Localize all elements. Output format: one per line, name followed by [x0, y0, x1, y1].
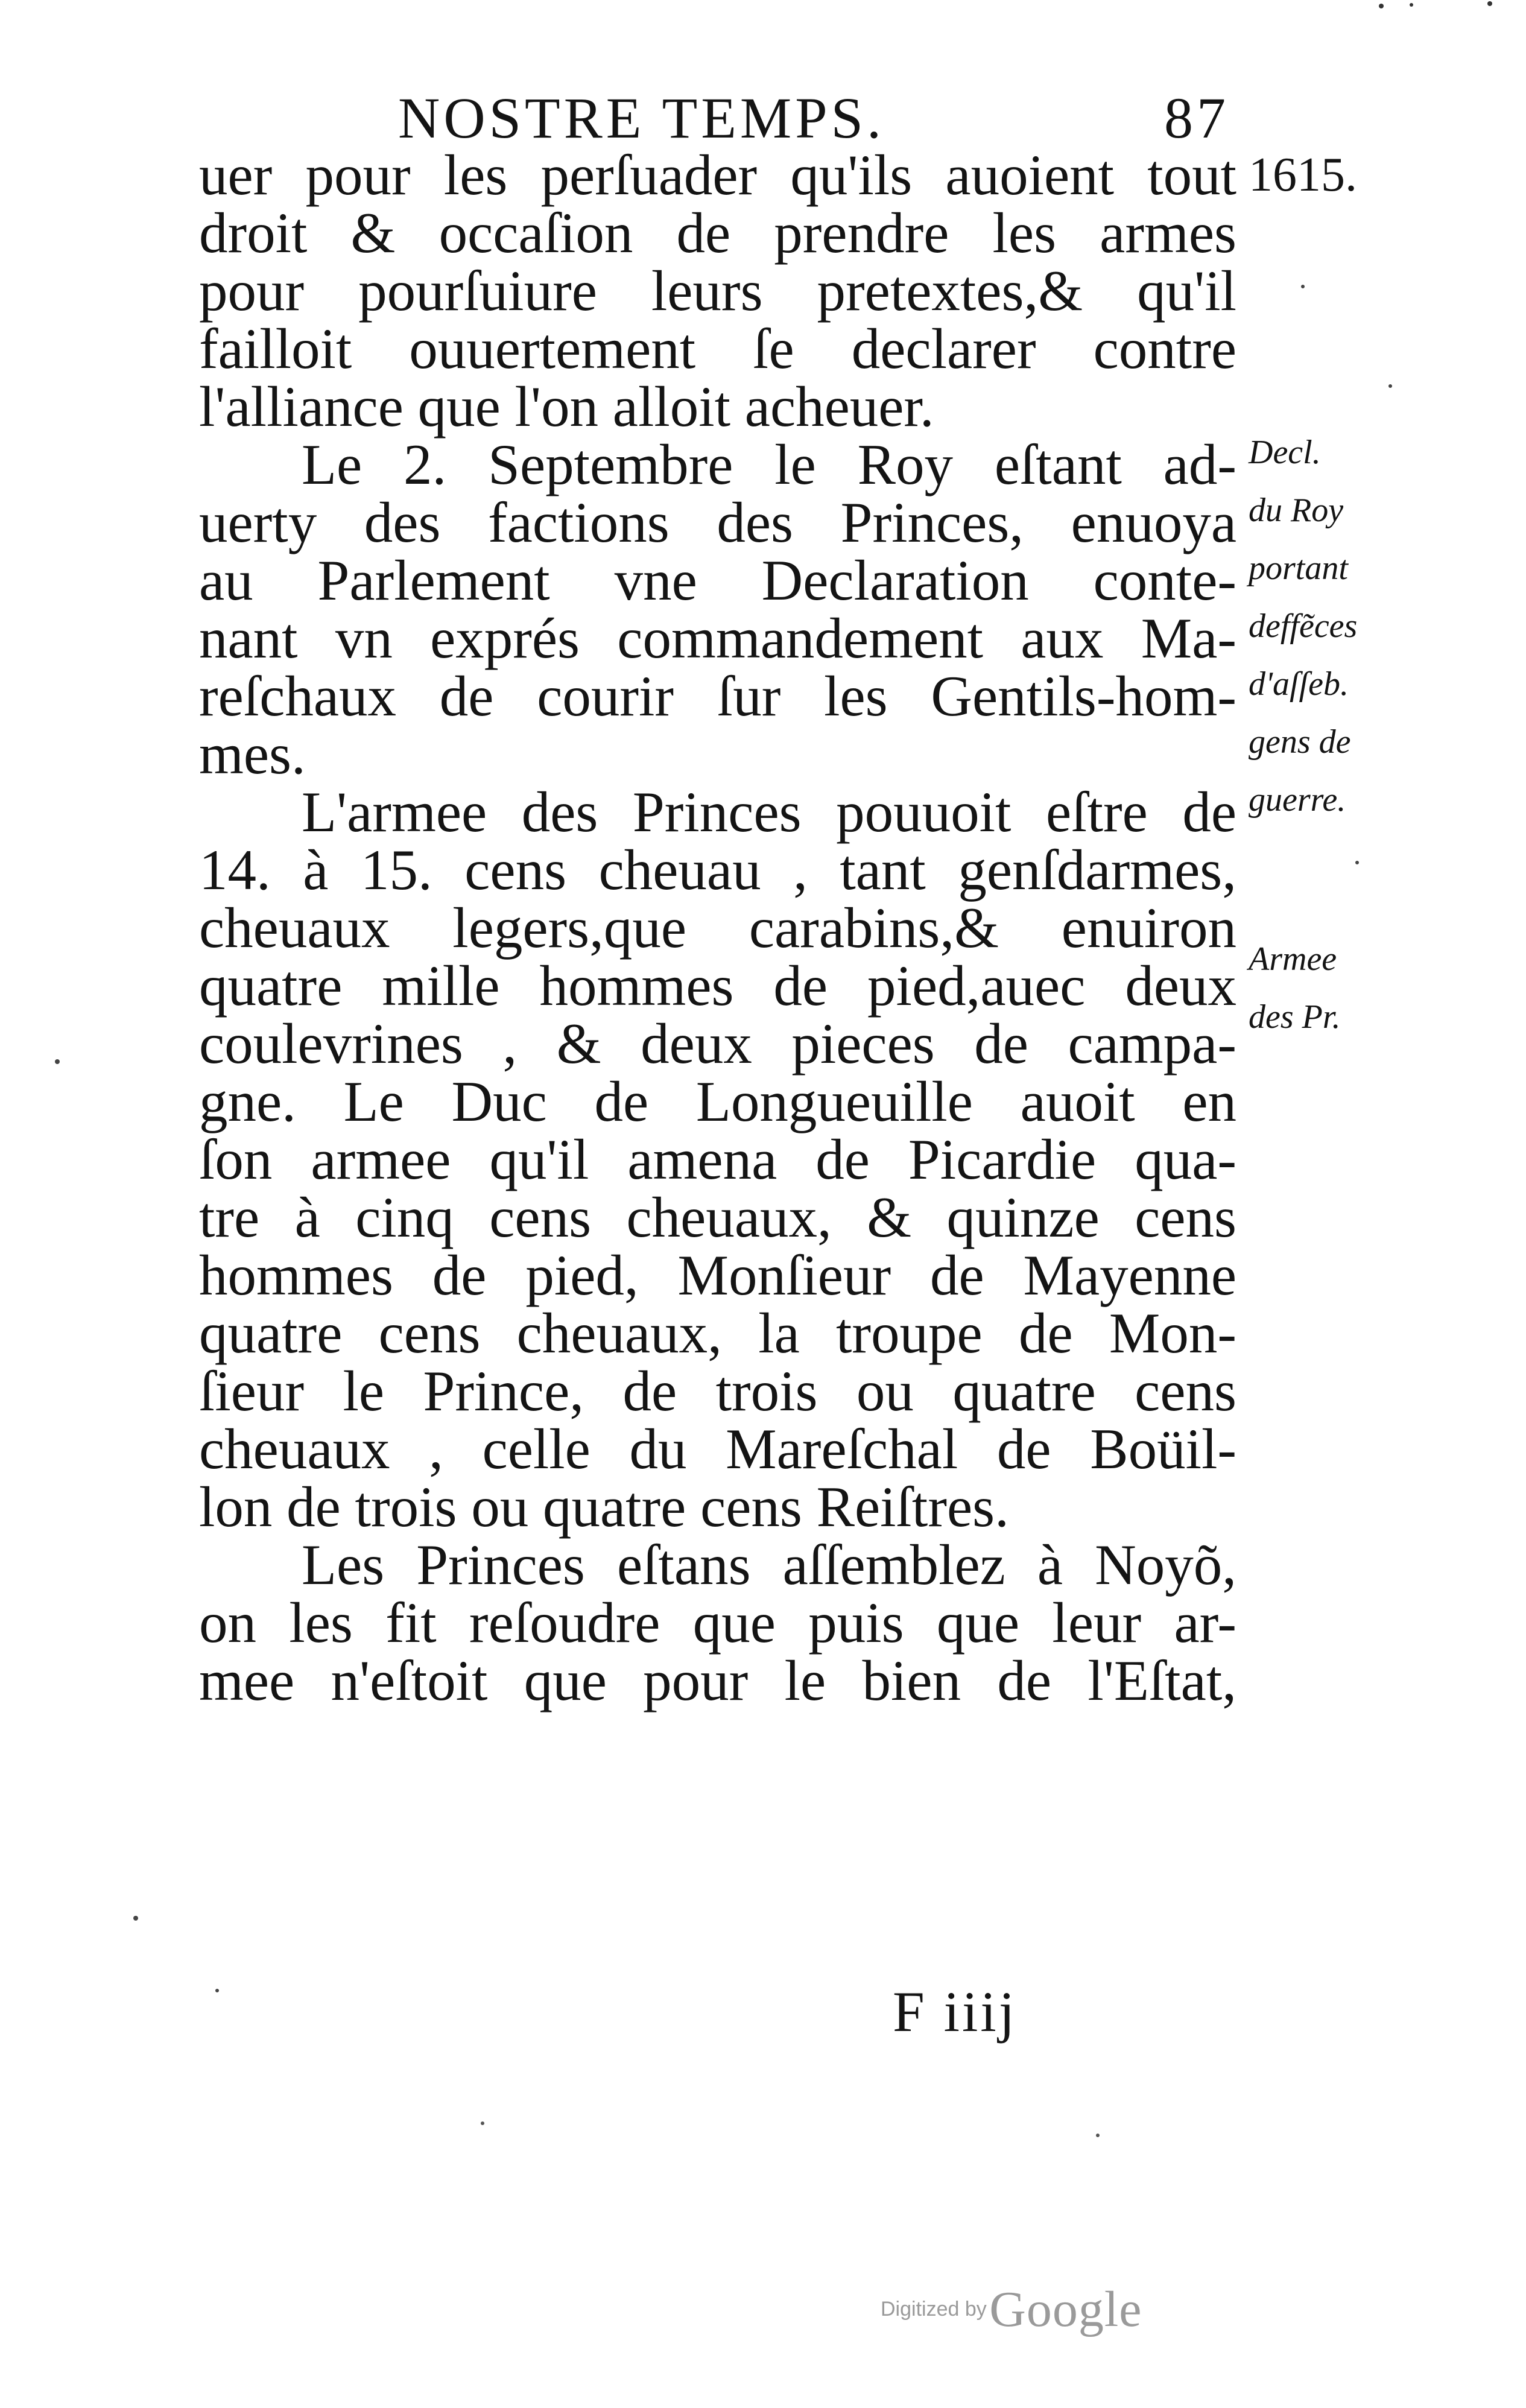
text-line: ſon armee qu'il amena de Picardie qua-	[199, 1127, 1236, 1191]
margin-note: des Pr.	[1249, 998, 1341, 1036]
margin-note: portant	[1249, 550, 1348, 587]
text-line: quatre cens cheuaux, la troupe de Mon-	[199, 1301, 1236, 1365]
text-line: droit & occaſion de prendre les armes	[199, 201, 1236, 265]
margin-note: d'aſſeb.	[1249, 665, 1349, 703]
text-line: quatre mille hommes de pied,auec deux	[199, 954, 1236, 1018]
text-line: pour pourſuiure leurs pretextes,& qu'il	[199, 259, 1236, 323]
text-line: on les fit reſoudre que puis que leur ar-	[199, 1591, 1236, 1655]
text-line: failloit ouuertement ſe declarer contre	[199, 317, 1236, 381]
margin-note: Armee	[1249, 940, 1337, 978]
text-line: gne. Le Duc de Longueuille auoit en	[199, 1069, 1236, 1133]
margin-note: guerre.	[1249, 781, 1346, 819]
watermark-prefix: Digitized by	[881, 2298, 987, 2321]
text-line: 14. à 15. cens cheuau , tant genſdarmes,	[199, 838, 1236, 902]
text-line: Le 2. Septembre le Roy eſtant ad-	[302, 432, 1236, 496]
text-line: au Parlement vne Declaration conte-	[199, 548, 1236, 612]
margin-note: gens de	[1249, 723, 1351, 761]
text-line: lon de trois ou quatre cens Reiſtres.	[199, 1475, 1009, 1539]
text-line: uerty des factions des Princes, enuoya	[199, 490, 1236, 554]
text-line: L'armee des Princes pouuoit eſtre de	[302, 780, 1236, 844]
text-line: mee n'eſtoit que pour le bien de l'Eſtat,	[199, 1649, 1236, 1713]
text-line: mes.	[199, 722, 306, 786]
text-line: tre à cinq cens cheuaux, & quinze cens	[199, 1185, 1236, 1249]
margin-note: du Roy	[1249, 492, 1344, 529]
margin-note: deffẽces	[1249, 607, 1358, 645]
text-line: reſchaux de courir ſur les Gentils-hom-	[199, 664, 1236, 728]
body-text	[199, 143, 1236, 1713]
text-line: coulevrines , & deux pieces de campa-	[199, 1012, 1236, 1076]
text-line: hommes de pied, Monſieur de Mayenne	[199, 1243, 1236, 1307]
text-line: l'alliance que l'on alloit acheuer.	[199, 375, 934, 439]
margin-note: Decl.	[1249, 434, 1321, 471]
text-line: uer pour les perſuader qu'ils auoient tout	[199, 143, 1236, 207]
page-number: 87	[1164, 86, 1229, 150]
text-line: cheuaux , celle du Mareſchal de Boüil-	[199, 1417, 1236, 1481]
text-line: nant vn exprés commandement aux Ma-	[199, 606, 1236, 670]
google-logo: Google	[989, 2281, 1142, 2337]
text-line: cheuaux legers,que carabins,& enuiron	[199, 896, 1236, 960]
running-head: NOSTRE TEMPS.	[398, 86, 885, 150]
signature-mark: F iiij	[893, 1980, 1018, 2044]
text-line: Les Princes eſtans aſſemblez à Noyõ,	[302, 1533, 1236, 1597]
digitization-watermark	[881, 2280, 1142, 2339]
margin-year: 1615.	[1249, 148, 1357, 201]
text-line: ſieur le Prince, de trois ou quatre cens	[199, 1359, 1236, 1423]
